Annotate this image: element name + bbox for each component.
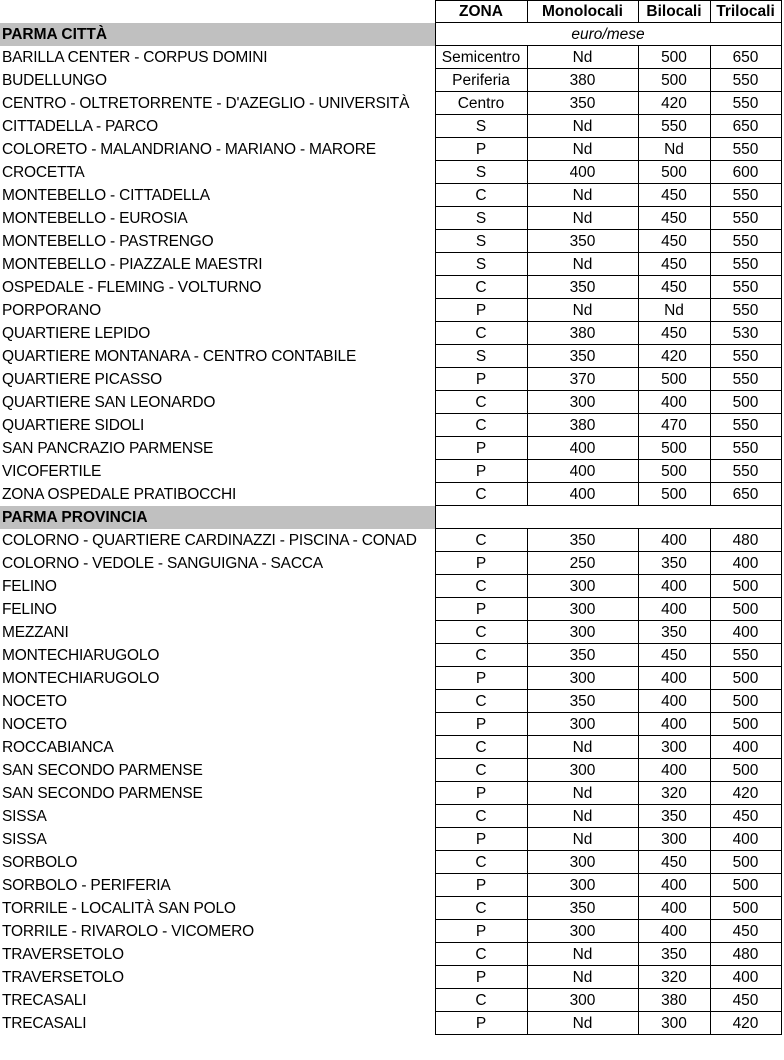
- header-zona: ZONA: [435, 1, 527, 23]
- table-row: [0, 805, 781, 828]
- area-name: MONTECHIARUGOLO: [2, 669, 160, 687]
- bilocali-cell: 400: [638, 529, 710, 552]
- zona-cell: P: [435, 368, 527, 391]
- bilocali-cell: 350: [638, 805, 710, 828]
- area-name: VICOFERTILE: [2, 462, 102, 480]
- monolocali-cell: 380: [527, 69, 638, 92]
- monolocali-cell: 400: [527, 460, 638, 483]
- table-row: [0, 644, 781, 667]
- area-name: BARILLA CENTER - CORPUS DOMINI: [2, 48, 268, 66]
- zona-cell: C: [435, 805, 527, 828]
- header-monolocali: Monolocali: [527, 1, 638, 23]
- monolocali-cell: Nd: [527, 1012, 638, 1035]
- table-row: [0, 207, 781, 230]
- area-name: CROCETTA: [2, 163, 85, 181]
- table-row: [0, 759, 781, 782]
- bilocali-cell: 470: [638, 414, 710, 437]
- monolocali-cell: Nd: [527, 46, 638, 69]
- area-name: SORBOLO: [2, 853, 78, 871]
- trilocali-cell: 500: [710, 598, 781, 621]
- bilocali-cell: 320: [638, 782, 710, 805]
- area-name: COLORNO - QUARTIERE CARDINAZZI - PISCINA - CONAD: [2, 531, 417, 549]
- table-row: [0, 575, 781, 598]
- trilocali-cell: 450: [710, 920, 781, 943]
- area-name: MEZZANI: [2, 623, 69, 641]
- area-name: NOCETO: [2, 692, 67, 710]
- monolocali-cell: Nd: [527, 115, 638, 138]
- section-title: PARMA CITTÀ: [0, 23, 435, 46]
- bilocali-cell: 500: [638, 46, 710, 69]
- trilocali-cell: 550: [710, 276, 781, 299]
- table-row: [0, 920, 781, 943]
- zona-cell: C: [435, 322, 527, 345]
- area-name: TRECASALI: [2, 991, 87, 1009]
- bilocali-cell: 300: [638, 736, 710, 759]
- area-name: BUDELLUNGO: [2, 71, 107, 89]
- trilocali-cell: 400: [710, 736, 781, 759]
- section-header-row: [0, 23, 781, 46]
- bilocali-cell: 400: [638, 667, 710, 690]
- section-unit-cell: [435, 506, 781, 529]
- zona-cell: C: [435, 391, 527, 414]
- monolocali-cell: Nd: [527, 828, 638, 851]
- table-row: [0, 391, 781, 414]
- table-row: [0, 667, 781, 690]
- bilocali-cell: 400: [638, 713, 710, 736]
- monolocali-cell: 400: [527, 437, 638, 460]
- trilocali-cell: 420: [710, 782, 781, 805]
- area-name: NOCETO: [2, 715, 67, 733]
- trilocali-cell: 550: [710, 253, 781, 276]
- trilocali-cell: 550: [710, 92, 781, 115]
- bilocali-cell: 400: [638, 575, 710, 598]
- monolocali-cell: 350: [527, 345, 638, 368]
- zona-cell: C: [435, 575, 527, 598]
- table-row: [0, 851, 781, 874]
- zona-cell: C: [435, 943, 527, 966]
- table-row: [0, 184, 781, 207]
- trilocali-cell: 420: [710, 1012, 781, 1035]
- monolocali-cell: 300: [527, 874, 638, 897]
- monolocali-cell: 350: [527, 276, 638, 299]
- area-name: SAN SECONDO PARMENSE: [2, 761, 203, 779]
- table-row: [0, 92, 781, 115]
- area-name: ZONA OSPEDALE PRATIBOCCHI: [2, 485, 237, 503]
- trilocali-cell: 550: [710, 644, 781, 667]
- table-row: [0, 69, 781, 92]
- bilocali-cell: 450: [638, 207, 710, 230]
- monolocali-cell: 300: [527, 391, 638, 414]
- trilocali-cell: 550: [710, 345, 781, 368]
- area-name: TORRILE - LOCALITÀ SAN POLO: [2, 899, 236, 917]
- area-name: CENTRO - OLTRETORRENTE - D'AZEGLIO - UNIVERSITÀ: [2, 94, 410, 112]
- trilocali-cell: 650: [710, 46, 781, 69]
- monolocali-cell: 350: [527, 690, 638, 713]
- area-name: OSPEDALE - FLEMING - VOLTURNO: [2, 278, 262, 296]
- monolocali-cell: 300: [527, 759, 638, 782]
- trilocali-cell: 500: [710, 897, 781, 920]
- trilocali-cell: 500: [710, 575, 781, 598]
- bilocali-cell: 450: [638, 322, 710, 345]
- area-name: COLORNO - VEDOLE - SANGUIGNA - SACCA: [2, 554, 323, 572]
- trilocali-cell: 550: [710, 299, 781, 322]
- trilocali-cell: 400: [710, 966, 781, 989]
- trilocali-cell: 450: [710, 805, 781, 828]
- trilocali-cell: 500: [710, 667, 781, 690]
- trilocali-cell: 550: [710, 207, 781, 230]
- zona-cell: S: [435, 161, 527, 184]
- header-trilocali: Trilocali: [710, 1, 781, 23]
- area-name: CITTADELLA - PARCO: [2, 117, 159, 135]
- zona-cell: Periferia: [435, 69, 527, 92]
- table-row: [0, 138, 781, 161]
- area-name: FELINO: [2, 577, 57, 595]
- table-row: [0, 483, 781, 506]
- monolocali-cell: 300: [527, 989, 638, 1012]
- bilocali-cell: 450: [638, 230, 710, 253]
- bilocali-cell: 350: [638, 943, 710, 966]
- monolocali-cell: 350: [527, 644, 638, 667]
- bilocali-cell: 320: [638, 966, 710, 989]
- trilocali-cell: 550: [710, 460, 781, 483]
- trilocali-cell: 500: [710, 851, 781, 874]
- bilocali-cell: 400: [638, 874, 710, 897]
- bilocali-cell: 400: [638, 759, 710, 782]
- zona-cell: P: [435, 552, 527, 575]
- area-name: TRAVERSETOLO: [2, 945, 124, 963]
- zona-cell: P: [435, 598, 527, 621]
- trilocali-cell: 500: [710, 713, 781, 736]
- bilocali-cell: Nd: [638, 299, 710, 322]
- monolocali-cell: 300: [527, 851, 638, 874]
- table-row: [0, 736, 781, 759]
- area-name: QUARTIERE PICASSO: [2, 370, 162, 388]
- area-name: TRAVERSETOLO: [2, 968, 124, 986]
- zona-cell: C: [435, 989, 527, 1012]
- area-name: MONTEBELLO - CITTADELLA: [2, 186, 210, 204]
- bilocali-cell: 450: [638, 276, 710, 299]
- table-row: [0, 460, 781, 483]
- area-name: QUARTIERE SAN LEONARDO: [2, 393, 216, 411]
- bilocali-cell: 500: [638, 368, 710, 391]
- table-row: [0, 161, 781, 184]
- table-row: [0, 414, 781, 437]
- table-row: [0, 621, 781, 644]
- bilocali-cell: 400: [638, 897, 710, 920]
- bilocali-cell: 500: [638, 161, 710, 184]
- bilocali-cell: 450: [638, 253, 710, 276]
- trilocali-cell: 650: [710, 115, 781, 138]
- table-row: [0, 299, 781, 322]
- bilocali-cell: 400: [638, 598, 710, 621]
- bilocali-cell: 350: [638, 552, 710, 575]
- bilocali-cell: 500: [638, 483, 710, 506]
- table-row: [0, 368, 781, 391]
- area-name: TORRILE - RIVAROLO - VICOMERO: [2, 922, 254, 940]
- area-name: ROCCABIANCA: [2, 738, 114, 756]
- zona-cell: S: [435, 115, 527, 138]
- area-name: SAN PANCRAZIO PARMENSE: [2, 439, 214, 457]
- header-blank-cell: [0, 1, 435, 23]
- monolocali-cell: 350: [527, 897, 638, 920]
- table-row: [0, 943, 781, 966]
- zona-cell: P: [435, 713, 527, 736]
- area-name: SORBOLO - PERIFERIA: [2, 876, 171, 894]
- trilocali-cell: 650: [710, 483, 781, 506]
- monolocali-cell: Nd: [527, 736, 638, 759]
- bilocali-cell: 300: [638, 1012, 710, 1035]
- monolocali-cell: 300: [527, 713, 638, 736]
- zona-cell: P: [435, 437, 527, 460]
- monolocali-cell: Nd: [527, 207, 638, 230]
- monolocali-cell: 380: [527, 322, 638, 345]
- table-row: [0, 690, 781, 713]
- table-row: [0, 713, 781, 736]
- table-row: [0, 230, 781, 253]
- zona-cell: C: [435, 897, 527, 920]
- monolocali-cell: 350: [527, 230, 638, 253]
- zona-cell: C: [435, 414, 527, 437]
- table-row: [0, 828, 781, 851]
- area-name: TRECASALI: [2, 1014, 87, 1032]
- zona-cell: P: [435, 460, 527, 483]
- bilocali-cell: 500: [638, 460, 710, 483]
- zona-cell: P: [435, 138, 527, 161]
- monolocali-cell: Nd: [527, 805, 638, 828]
- monolocali-cell: 300: [527, 920, 638, 943]
- zona-cell: S: [435, 253, 527, 276]
- table-row: [0, 897, 781, 920]
- area-name: FELINO: [2, 600, 57, 618]
- bilocali-cell: 450: [638, 184, 710, 207]
- zona-cell: P: [435, 667, 527, 690]
- zona-cell: Centro: [435, 92, 527, 115]
- zona-cell: P: [435, 1012, 527, 1035]
- header-bilocali: Bilocali: [638, 1, 710, 23]
- monolocali-cell: 400: [527, 161, 638, 184]
- area-name: MONTEBELLO - PIAZZALE MAESTRI: [2, 255, 263, 273]
- monolocali-cell: Nd: [527, 966, 638, 989]
- table-row: [0, 345, 781, 368]
- table-row: [0, 598, 781, 621]
- monolocali-cell: Nd: [527, 253, 638, 276]
- trilocali-cell: 500: [710, 690, 781, 713]
- trilocali-cell: 400: [710, 621, 781, 644]
- trilocali-cell: 450: [710, 989, 781, 1012]
- zona-cell: Semicentro: [435, 46, 527, 69]
- trilocali-cell: 550: [710, 230, 781, 253]
- bilocali-cell: 500: [638, 69, 710, 92]
- trilocali-cell: 400: [710, 552, 781, 575]
- area-name: MONTECHIARUGOLO: [2, 646, 160, 664]
- monolocali-cell: Nd: [527, 782, 638, 805]
- table-row: [0, 966, 781, 989]
- zona-cell: P: [435, 299, 527, 322]
- zona-cell: C: [435, 644, 527, 667]
- bilocali-cell: 380: [638, 989, 710, 1012]
- header-row: [0, 1, 781, 23]
- trilocali-cell: 550: [710, 437, 781, 460]
- zona-cell: P: [435, 874, 527, 897]
- monolocali-cell: 300: [527, 667, 638, 690]
- monolocali-cell: 380: [527, 414, 638, 437]
- monolocali-cell: Nd: [527, 299, 638, 322]
- zona-cell: C: [435, 736, 527, 759]
- zona-cell: C: [435, 759, 527, 782]
- monolocali-cell: Nd: [527, 943, 638, 966]
- zona-cell: S: [435, 345, 527, 368]
- trilocali-cell: 550: [710, 368, 781, 391]
- monolocali-cell: 300: [527, 575, 638, 598]
- trilocali-cell: 550: [710, 184, 781, 207]
- section-unit-cell: euro/mese: [435, 23, 781, 46]
- table-row: [0, 115, 781, 138]
- zona-cell: C: [435, 529, 527, 552]
- bilocali-cell: 550: [638, 115, 710, 138]
- monolocali-cell: 300: [527, 598, 638, 621]
- table-row: [0, 276, 781, 299]
- zona-cell: C: [435, 184, 527, 207]
- monolocali-cell: Nd: [527, 138, 638, 161]
- trilocali-cell: 550: [710, 414, 781, 437]
- area-name: QUARTIERE SIDOLI: [2, 416, 145, 434]
- zona-cell: C: [435, 690, 527, 713]
- section-title: PARMA PROVINCIA: [0, 506, 435, 529]
- bilocali-cell: 420: [638, 92, 710, 115]
- area-name: COLORETO - MALANDRIANO - MARIANO - MARORE: [2, 140, 376, 158]
- monolocali-cell: 350: [527, 92, 638, 115]
- area-name: MONTEBELLO - PASTRENGO: [2, 232, 214, 250]
- zona-cell: C: [435, 621, 527, 644]
- monolocali-cell: Nd: [527, 184, 638, 207]
- zona-cell: C: [435, 276, 527, 299]
- area-name: MONTEBELLO - EUROSIA: [2, 209, 188, 227]
- area-name: SAN SECONDO PARMENSE: [2, 784, 203, 802]
- table-row: [0, 46, 781, 69]
- table-row: [0, 529, 781, 552]
- bilocali-cell: 400: [638, 920, 710, 943]
- bilocali-cell: 420: [638, 345, 710, 368]
- table-row: [0, 253, 781, 276]
- trilocali-cell: 530: [710, 322, 781, 345]
- zona-cell: C: [435, 483, 527, 506]
- table-row: [0, 782, 781, 805]
- area-name: SISSA: [2, 807, 47, 825]
- bilocali-cell: Nd: [638, 138, 710, 161]
- trilocali-cell: 500: [710, 874, 781, 897]
- table-row: [0, 552, 781, 575]
- table-body: [0, 23, 781, 1035]
- trilocali-cell: 550: [710, 69, 781, 92]
- bilocali-cell: 450: [638, 851, 710, 874]
- trilocali-cell: 480: [710, 529, 781, 552]
- zona-cell: P: [435, 782, 527, 805]
- monolocali-cell: 300: [527, 621, 638, 644]
- monolocali-cell: 350: [527, 529, 638, 552]
- trilocali-cell: 400: [710, 828, 781, 851]
- monolocali-cell: 400: [527, 483, 638, 506]
- bilocali-cell: 450: [638, 644, 710, 667]
- zona-cell: P: [435, 966, 527, 989]
- table-row: [0, 437, 781, 460]
- area-name: QUARTIERE MONTANARA - CENTRO CONTABILE: [2, 347, 357, 365]
- bilocali-cell: 500: [638, 437, 710, 460]
- bilocali-cell: 400: [638, 690, 710, 713]
- table-row: [0, 322, 781, 345]
- table-row: [0, 874, 781, 897]
- bilocali-cell: 300: [638, 828, 710, 851]
- zona-cell: P: [435, 920, 527, 943]
- monolocali-cell: 250: [527, 552, 638, 575]
- table-row: [0, 989, 781, 1012]
- monolocali-cell: 370: [527, 368, 638, 391]
- trilocali-cell: 480: [710, 943, 781, 966]
- trilocali-cell: 600: [710, 161, 781, 184]
- zona-cell: S: [435, 207, 527, 230]
- bilocali-cell: 400: [638, 391, 710, 414]
- zona-cell: C: [435, 851, 527, 874]
- zona-cell: P: [435, 828, 527, 851]
- trilocali-cell: 550: [710, 138, 781, 161]
- table-row: [0, 1012, 781, 1035]
- trilocali-cell: 500: [710, 759, 781, 782]
- area-name: SISSA: [2, 830, 47, 848]
- trilocali-cell: 500: [710, 391, 781, 414]
- area-name: QUARTIERE LEPIDO: [2, 324, 151, 342]
- bilocali-cell: 350: [638, 621, 710, 644]
- zona-cell: S: [435, 230, 527, 253]
- area-name: PORPORANO: [2, 301, 101, 319]
- section-header-row: [0, 506, 781, 529]
